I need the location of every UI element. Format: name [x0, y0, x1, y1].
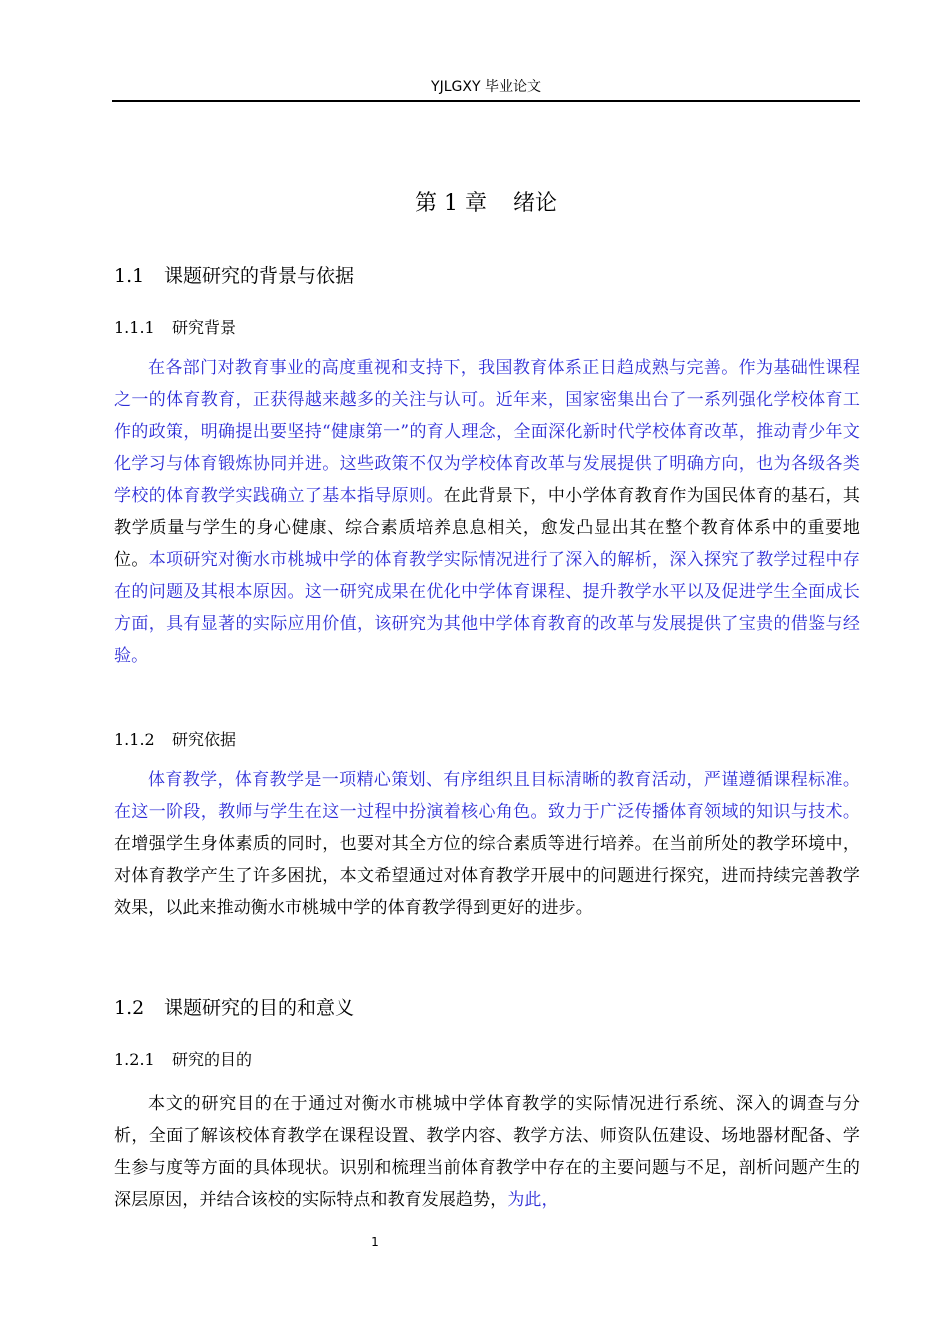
- section-heading-1-1: [114, 262, 354, 290]
- section-title: 课题研究的背景与依据: [164, 265, 355, 287]
- chapter-number: 第 1 章: [415, 191, 487, 216]
- section-heading-1-2: [114, 994, 354, 1022]
- section-number: 1.1.1: [114, 318, 155, 337]
- section-title: 研究背景: [172, 318, 237, 337]
- text-run-blue: 在各部门对教育事业的高度重视和支持下，我国教育体系正日趋成熟与完善。作为基础性课程之一的体育教育，正获得越来越多的关注与认可。近年来，国家密集出台了一系列强化学校体育工作的政策，明确提出要坚持“健康第一”的育人理念，全面深化新时代学校体育改革，推动青少年文化学习与体育锻炼协同并进。这些政策不仅为学校体育改革与发展提供了明确方向，也为各级各类学校的体育教学实践确立了基本指导原则。: [114, 358, 860, 506]
- paragraph-research-purpose: [114, 1088, 860, 1216]
- header-rule: [112, 100, 860, 102]
- text-run-black: 在增强学生身体素质的同时，也要对其全方位的综合素质等进行培养。在当前所处的教学环境中，对体育教学产生了许多困扰，本文希望通过对体育教学开展中的问题进行探究，进而持续完善教学效果，以此来推动衡水市桃城中学的体育教学得到更好的进步。: [114, 834, 860, 918]
- section-number: 1.1: [114, 265, 145, 287]
- section-title: 研究依据: [172, 730, 237, 749]
- section-number: 1.2.1: [114, 1050, 155, 1069]
- paragraph-research-background: [114, 352, 860, 672]
- text-run-blue: 为此，: [507, 1190, 559, 1210]
- section-title: 研究的目的: [172, 1050, 253, 1069]
- section-heading-1-1-1: [114, 316, 236, 340]
- text-run-black: 本文的研究目的在于通过对衡水市桃城中学体育教学的实际情况进行系统、深入的调查与分析，全面了解该校体育教学在课程设置、教学内容、教学方法、师资队伍建设、场地器材配备、学生参与度等方面的具体现状。识别和梳理当前体育教学中存在的主要问题与不足，剖析问题产生的深层原因，并结合该校的实际特点和教育发展趋势，: [114, 1094, 860, 1210]
- text-run-blue: 体育教学，体育教学是一项精心策划、有序组织且目标清晰的教育活动，严谨遵循课程标准。在这一阶段，教师与学生在这一过程中扮演着核心角色。致力于广泛传播体育领域的知识与技术。: [114, 770, 860, 822]
- chapter-title: [112, 188, 860, 220]
- paragraph-research-basis: [114, 764, 860, 924]
- section-heading-1-2-1: [114, 1048, 252, 1072]
- section-number: 1.2: [114, 997, 145, 1019]
- text-run-blue: 本项研究对衡水市桃城中学的体育教学实际情况进行了深入的解析，深入探究了教学过程中存在的问题及其根本原因。这一研究成果在优化中学体育课程、提升教学水平以及促进学生全面成长方面，具有显著的实际应用价值，该研究为其他中学体育教育的改革与发展提供了宝贵的借鉴与经验。: [114, 550, 860, 666]
- section-title: 课题研究的目的和意义: [164, 997, 355, 1019]
- text-run-black: 在此背景下，中小学体育教育作为国民体育的基石，其教学质量与学生的身心健康、综合素质培养息息相关，愈发凸显出其在整个教育体系中的重要地位。: [114, 486, 860, 570]
- section-number: 1.1.2: [114, 730, 155, 749]
- running-header: YJLGXY 毕业论文: [431, 79, 541, 95]
- page-number: 1: [371, 1235, 379, 1249]
- chapter-name: 绪论: [512, 191, 557, 216]
- section-heading-1-1-2: [114, 728, 236, 752]
